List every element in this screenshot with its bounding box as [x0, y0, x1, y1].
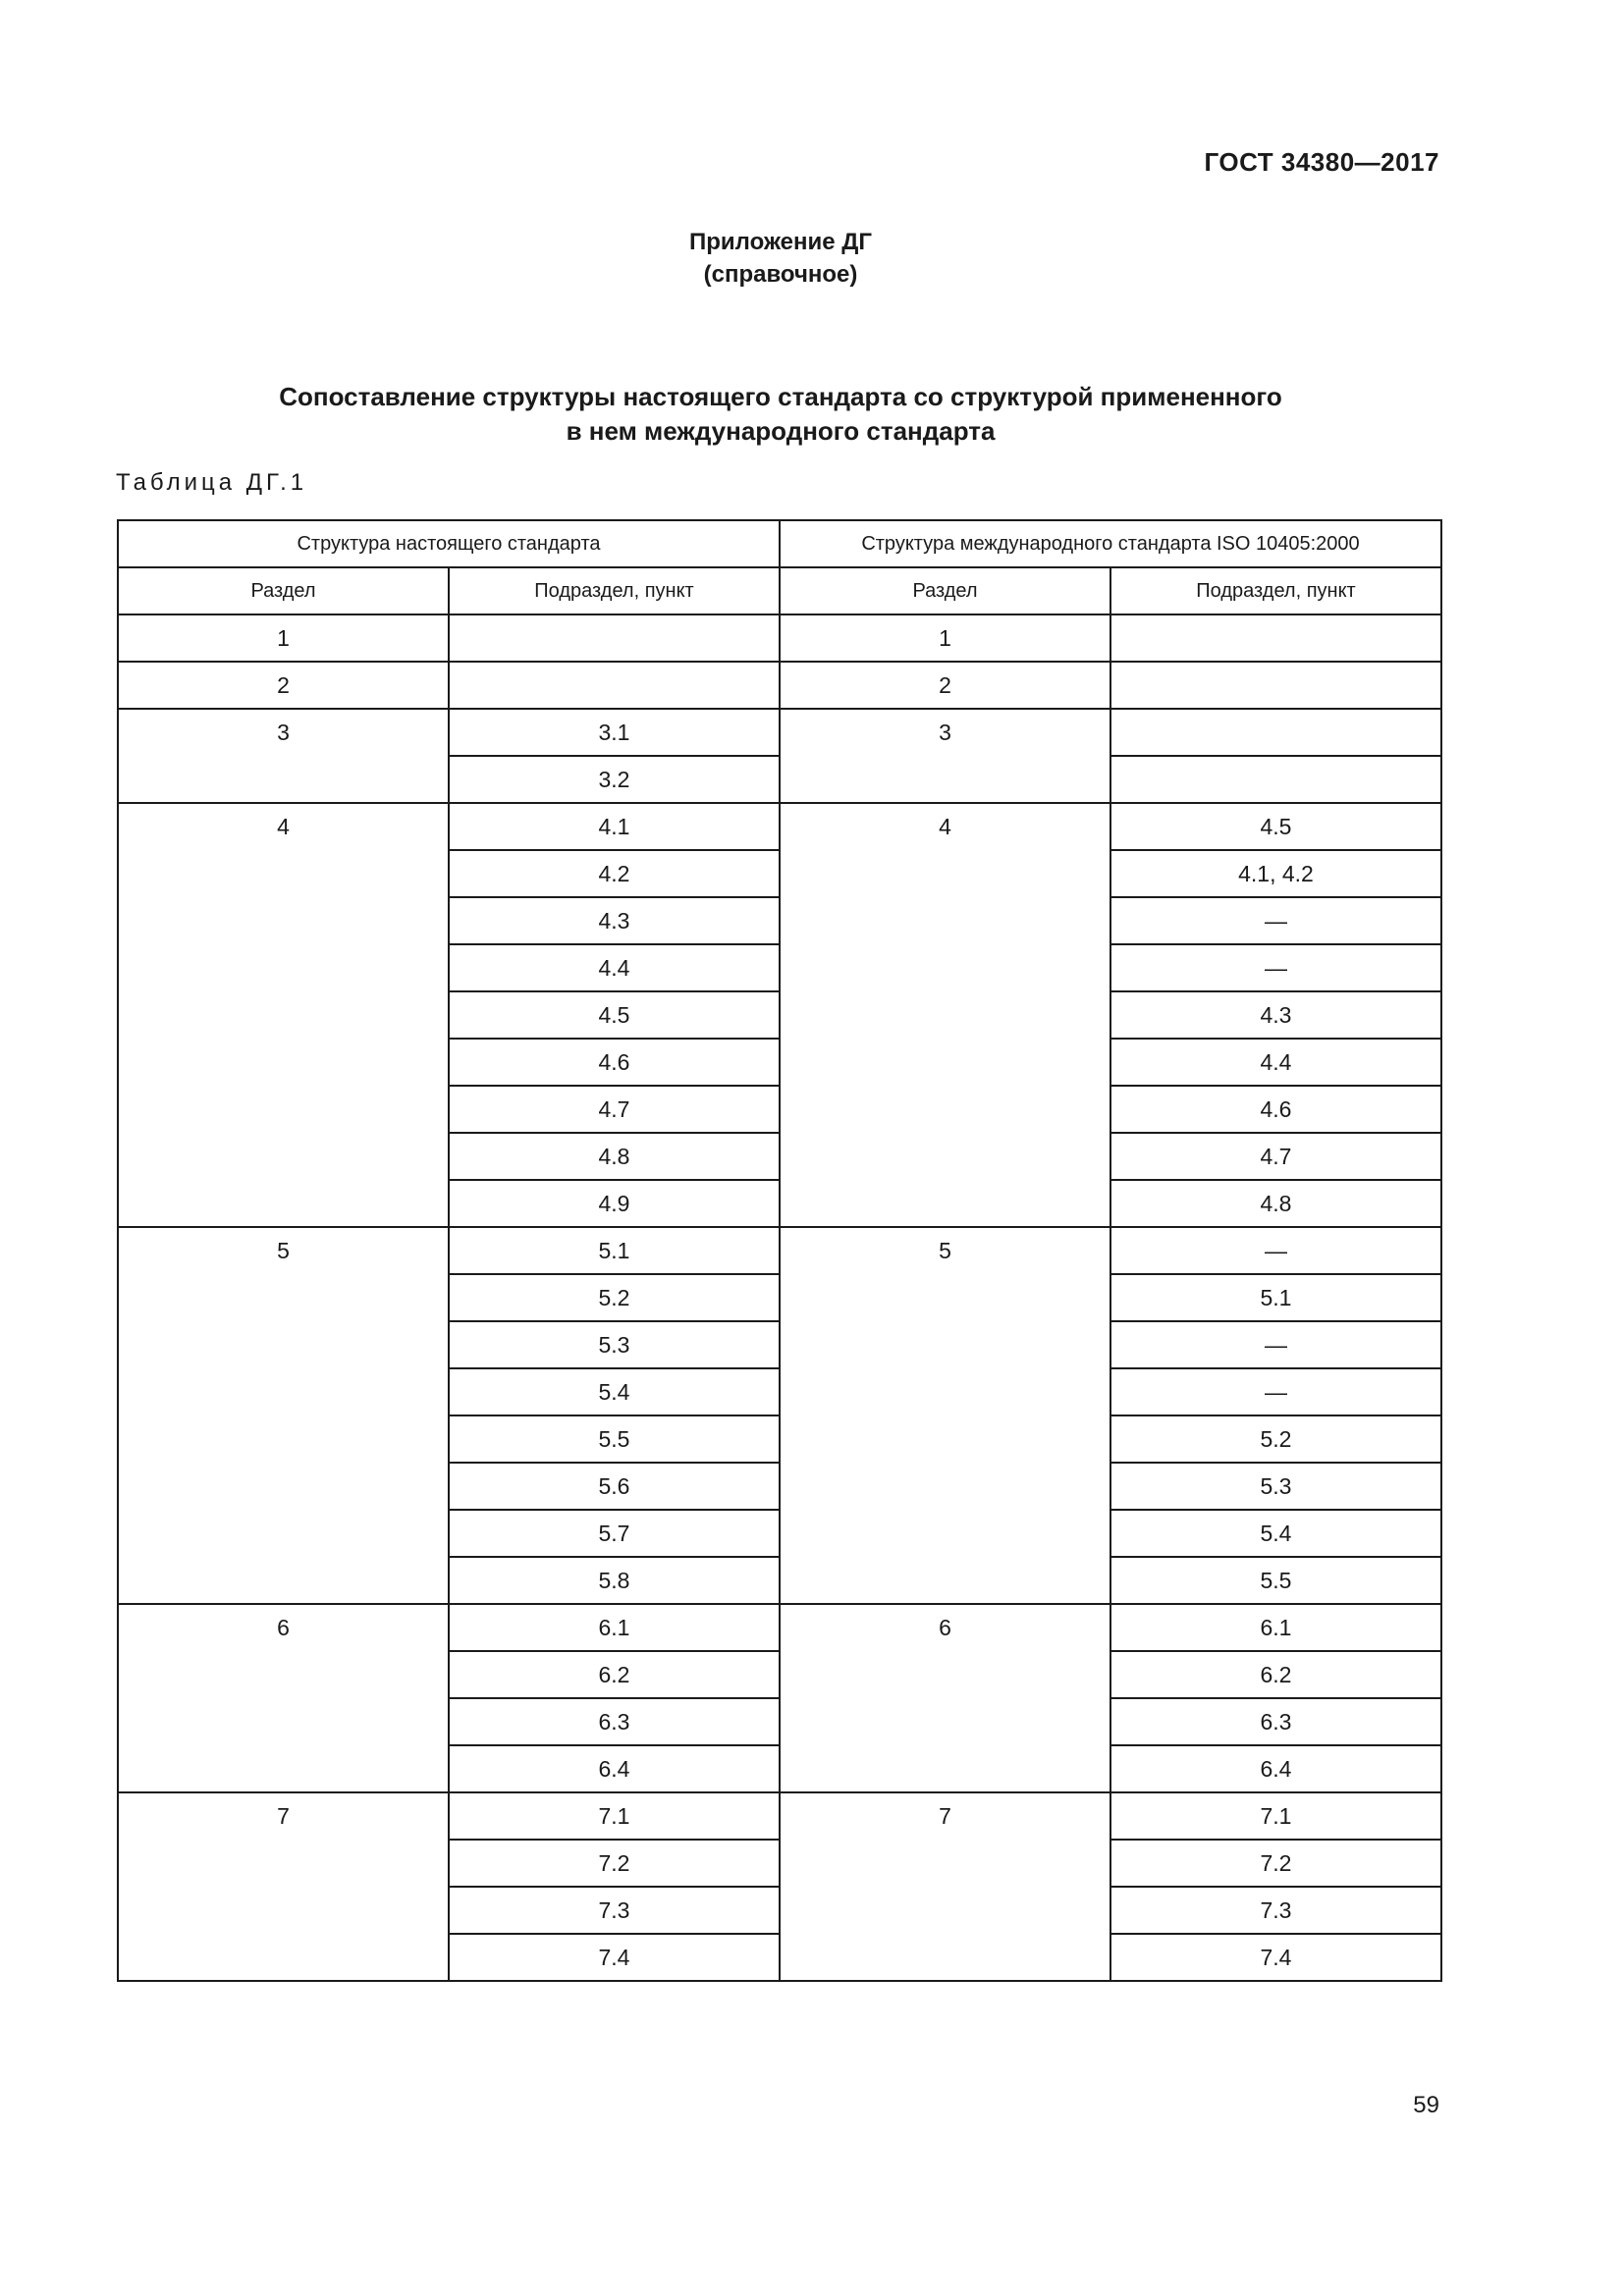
- intl-subsection-cell: 5.1: [1110, 1274, 1441, 1321]
- intl-subsection-cell: —: [1110, 944, 1441, 991]
- table-row: [118, 1792, 1441, 1840]
- column-header-row: [118, 567, 1441, 614]
- subsection-cell: [449, 662, 780, 709]
- subsection-cell: 3.2: [449, 756, 780, 803]
- col-header-intl-section: Раздел: [780, 567, 1110, 614]
- subsection-cell: 4.3: [449, 897, 780, 944]
- intl-subsection-cell: 5.2: [1110, 1415, 1441, 1463]
- intl-subsection-cell: 6.3: [1110, 1698, 1441, 1745]
- intl-subsection-cell: 4.6: [1110, 1086, 1441, 1133]
- subsection-cell: 5.5: [449, 1415, 780, 1463]
- subsection-cell: 5.8: [449, 1557, 780, 1604]
- page-title: [0, 380, 1561, 449]
- intl-subsection-cell: 6.4: [1110, 1745, 1441, 1792]
- intl-subsection-cell: 7.2: [1110, 1840, 1441, 1887]
- col-header-section: Раздел: [118, 567, 449, 614]
- subsection-cell: 4.4: [449, 944, 780, 991]
- section-cell: 5: [118, 1227, 449, 1604]
- intl-section-cell: 5: [780, 1227, 1110, 1604]
- intl-subsection-cell: —: [1110, 1227, 1441, 1274]
- intl-section-cell: 3: [780, 709, 1110, 803]
- subsection-cell: 5.1: [449, 1227, 780, 1274]
- intl-section-cell: 1: [780, 614, 1110, 662]
- section-cell: 1: [118, 614, 449, 662]
- page-title-line-1: Сопоставление структуры настоящего стандарта со структурой примененного: [279, 382, 1282, 411]
- subsection-cell: 7.4: [449, 1934, 780, 1981]
- intl-subsection-cell: 7.3: [1110, 1887, 1441, 1934]
- intl-subsection-cell: 5.4: [1110, 1510, 1441, 1557]
- intl-subsection-cell: [1110, 614, 1441, 662]
- subsection-cell: 6.1: [449, 1604, 780, 1651]
- intl-subsection-cell: [1110, 709, 1441, 756]
- section-cell: 7: [118, 1792, 449, 1981]
- intl-subsection-cell: [1110, 756, 1441, 803]
- intl-subsection-cell: 7.1: [1110, 1792, 1441, 1840]
- appendix-subtitle: (справочное): [703, 261, 858, 288]
- subsection-cell: 5.7: [449, 1510, 780, 1557]
- group-header-row: [118, 520, 1441, 567]
- table-row: [118, 614, 1441, 662]
- section-cell: 4: [118, 803, 449, 1227]
- group-header-this-standard: Структура настоящего стандарта: [118, 520, 780, 567]
- col-header-subsection: Подраздел, пункт: [449, 567, 780, 614]
- intl-subsection-cell: 4.5: [1110, 803, 1441, 850]
- intl-section-cell: 7: [780, 1792, 1110, 1981]
- intl-subsection-cell: 5.5: [1110, 1557, 1441, 1604]
- intl-subsection-cell: [1110, 662, 1441, 709]
- subsection-cell: 5.3: [449, 1321, 780, 1368]
- subsection-cell: 5.4: [449, 1368, 780, 1415]
- comparison-table: [117, 519, 1442, 1982]
- group-header-international-standard: Структура международного стандарта ISO 10405:2000: [780, 520, 1441, 567]
- appendix-heading: [0, 226, 1561, 291]
- intl-section-cell: 6: [780, 1604, 1110, 1792]
- document-code: ГОСТ 34380—2017: [1204, 147, 1439, 177]
- subsection-cell: [449, 614, 780, 662]
- subsection-cell: 4.5: [449, 991, 780, 1039]
- intl-subsection-cell: 6.1: [1110, 1604, 1441, 1651]
- intl-subsection-cell: 4.3: [1110, 991, 1441, 1039]
- table-row: [118, 803, 1441, 850]
- section-cell: 3: [118, 709, 449, 803]
- col-header-intl-subsection: Подраздел, пункт: [1110, 567, 1441, 614]
- subsection-cell: 4.7: [449, 1086, 780, 1133]
- intl-subsection-cell: 4.8: [1110, 1180, 1441, 1227]
- subsection-cell: 4.8: [449, 1133, 780, 1180]
- intl-subsection-cell: —: [1110, 897, 1441, 944]
- subsection-cell: 4.6: [449, 1039, 780, 1086]
- intl-subsection-cell: 5.3: [1110, 1463, 1441, 1510]
- table-row: [118, 662, 1441, 709]
- intl-section-cell: 2: [780, 662, 1110, 709]
- section-cell: 6: [118, 1604, 449, 1792]
- subsection-cell: 4.2: [449, 850, 780, 897]
- subsection-cell: 4.9: [449, 1180, 780, 1227]
- subsection-cell: 3.1: [449, 709, 780, 756]
- intl-section-cell: 4: [780, 803, 1110, 1227]
- intl-subsection-cell: —: [1110, 1321, 1441, 1368]
- page-title-line-2: в нем международного стандарта: [566, 416, 996, 446]
- subsection-cell: 6.2: [449, 1651, 780, 1698]
- appendix-title: Приложение ДГ: [689, 229, 872, 255]
- table-row: [118, 1604, 1441, 1651]
- section-cell: 2: [118, 662, 449, 709]
- table-row: [118, 709, 1441, 756]
- page-number: 59: [1413, 2092, 1439, 2118]
- subsection-cell: 6.4: [449, 1745, 780, 1792]
- subsection-cell: 4.1: [449, 803, 780, 850]
- intl-subsection-cell: 4.7: [1110, 1133, 1441, 1180]
- intl-subsection-cell: —: [1110, 1368, 1441, 1415]
- intl-subsection-cell: 6.2: [1110, 1651, 1441, 1698]
- intl-subsection-cell: 4.4: [1110, 1039, 1441, 1086]
- intl-subsection-cell: 4.1, 4.2: [1110, 850, 1441, 897]
- subsection-cell: 7.1: [449, 1792, 780, 1840]
- subsection-cell: 7.2: [449, 1840, 780, 1887]
- subsection-cell: 7.3: [449, 1887, 780, 1934]
- table-row: [118, 1227, 1441, 1274]
- subsection-cell: 5.2: [449, 1274, 780, 1321]
- table-caption: Таблица ДГ.1: [116, 469, 308, 496]
- subsection-cell: 6.3: [449, 1698, 780, 1745]
- subsection-cell: 5.6: [449, 1463, 780, 1510]
- intl-subsection-cell: 7.4: [1110, 1934, 1441, 1981]
